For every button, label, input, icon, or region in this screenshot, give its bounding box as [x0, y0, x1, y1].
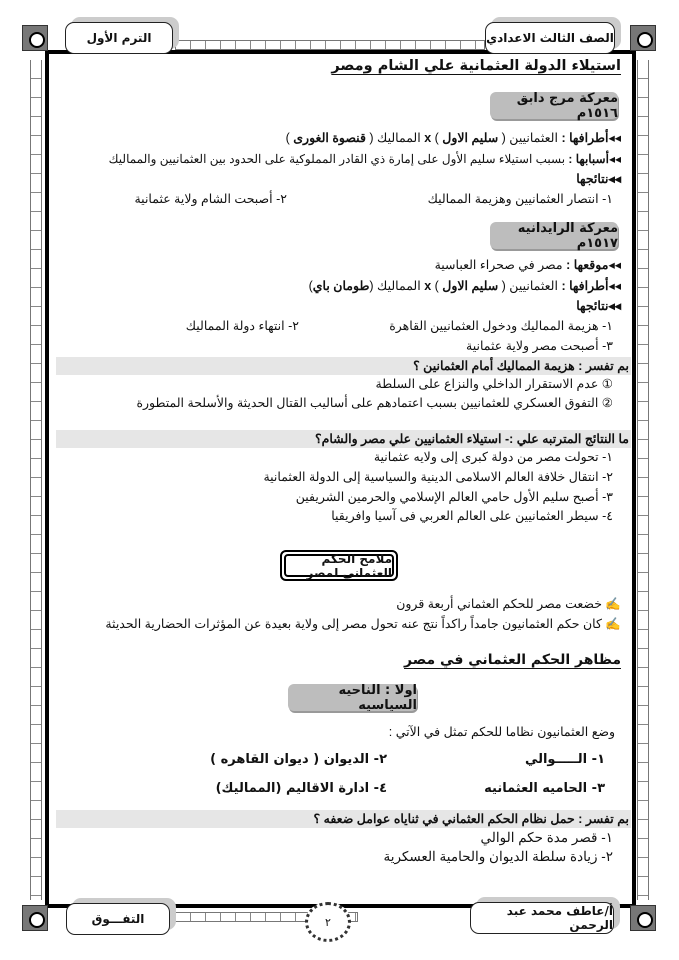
frame-left [45, 50, 49, 908]
q2-answer-2: ٢- انتقال خلافة العالم الاسلامى الدينية والسياسية إلى الدولة العثمانية [263, 470, 613, 484]
q2-answer-3: ٣- أصبح سليم الأول حامي العالم الإسلامي والحرمين الشريفين [295, 490, 613, 504]
feature-1: ✍ خضعت مصر للحكم العثماني أربعة قرون [396, 597, 621, 611]
q1-answer-2: ② التفوق العسكري للعثمانيين بسبب اعتمادهم على أساليب القتال الحديثة والأسلحة المتطورة [136, 396, 613, 410]
corner-ornament-icon [630, 25, 656, 51]
battle1-results-label: ◂◂نتائجها [576, 172, 621, 186]
aspect-2: ٢- الديوان ( ديوان القاهره ) [210, 752, 387, 767]
grade-tab: الصف الثالث الاعدادي [485, 22, 615, 54]
aspect-3: ٣- الحاميه العثمانيه [484, 781, 605, 796]
q3-answer-1: ١- قصر مدة حكم الوالي [480, 830, 613, 845]
corner-ornament-icon [630, 905, 656, 931]
frame-right [632, 50, 636, 908]
author-tab: أ/عاطف محمد عبد الرحمن [470, 902, 614, 934]
battle2-sides: ◂◂أطرافها : العثمانيين ( سليم الاول ) x المماليك (طومان باي) [308, 279, 621, 293]
corner-ornament-icon [22, 25, 48, 51]
aspect-1: ١- الـــــوالي [524, 752, 605, 767]
political-title: اولا : الناحيه السياسيه [288, 684, 417, 711]
q1-answer-1: ① عدم الاستقرار الداخلي والنزاع على السلطة [375, 377, 613, 391]
aspect-4: ٤- ادارة الاقاليم (المماليك) [215, 781, 387, 796]
battle2-result-1: ١- هزيمة المماليك ودخول العثمانيين القاهرة [389, 319, 613, 333]
page-title: استيلاء الدولة العثمانية علي الشام ومصر [331, 58, 621, 74]
page-number: ٢ [325, 915, 331, 929]
battle2-results-label: ◂◂نتائجها [576, 299, 621, 313]
features-title-box [280, 550, 398, 581]
question-2: ما النتائج المترتبه علي :- استيلاء العثمانيين علي مصر والشام؟ [56, 430, 631, 448]
q3-answer-2: ٢- زيادة سلطة الديوان والحامية العسكرية [383, 849, 613, 864]
features-title: ملامح الحكم العثماني لمصر [284, 554, 394, 577]
battle1-causes: ◂◂أسبابها : بسبب استيلاء سليم الأول على إمارة ذي القادر المملوكية على الحدود بين العثمانيين والمماليك [108, 152, 621, 166]
question-1: بم تفسر : هزيمة المماليك أمام العثمانين ؟ [56, 357, 631, 375]
q2-answer-4: ٤- سيطر العثمانيين على العالم العربي فى آسيا وافريقيا [331, 509, 613, 523]
term-tab: الترم الأول [65, 22, 173, 54]
battle2-result-3: ٣- أصبحت مصر ولاية عثمانية [466, 339, 613, 353]
left-border-rail [30, 60, 42, 900]
page-number-badge [305, 902, 351, 942]
aspects-intro: وضع العثمانيون نظاما للحكم تمثل في الآتي : [388, 725, 615, 739]
battle1-result-1: ١- انتصار العثمانيين وهزيمة المماليك [427, 192, 613, 206]
top-strip [175, 40, 485, 50]
battle1-result-2: ٢- أصبحت الشام ولاية عثمانية [134, 192, 287, 206]
feature-2: ✍ كان حكم العثمانيون جامداً راكداً نتج عنه تحول مصر إلى ولاية بعيدة عن المؤثرات الحضارية الحديثة [105, 617, 621, 631]
right-border-rail [637, 60, 649, 900]
question-3: بم تفسر : حمل نظام الحكم العثماني في ثناياه عوامل ضعفه ؟ [56, 810, 631, 828]
aspects-title: مظاهر الحكم العثماني في مصر [404, 652, 621, 668]
q2-answer-1: ١- تحولت مصر من دولة كبرى إلى ولايه عثمانية [373, 450, 613, 464]
battle2-result-2: ٢- انتهاء دولة المماليك [185, 319, 299, 333]
battle1-title: معركة مرج دابق ١٥١٦م [490, 92, 618, 119]
battle1-sides: ◂◂أطرافها : العثمانيين ( سليم الاول ) x المماليك ( قنصوة الغورى ) [285, 131, 621, 145]
battle2-title: معركة الرايدانيه ١٥١٧م [490, 222, 618, 249]
battle2-location: ◂◂موقعها : مصر في صحراء العباسية [434, 258, 621, 272]
corner-ornament-icon [22, 905, 48, 931]
subject-tab: التفـــوق [66, 903, 170, 935]
